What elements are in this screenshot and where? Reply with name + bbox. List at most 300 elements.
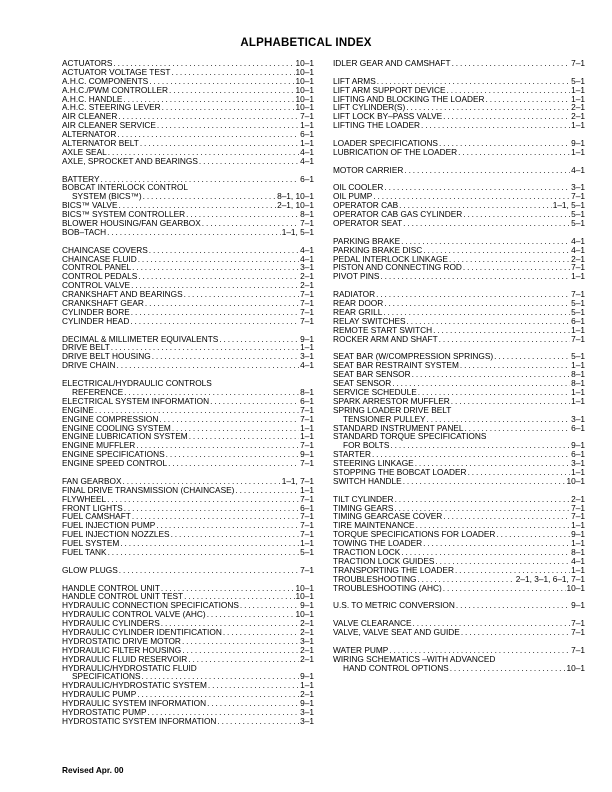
index-entry-page: 6–1	[300, 130, 314, 140]
index-letter-group	[62, 477, 314, 557]
dot-leader	[122, 477, 280, 486]
dot-leader	[107, 495, 299, 504]
index-column-left	[62, 59, 314, 735]
index-entry-page: 3–1	[571, 414, 585, 424]
index-entry-label: REAR GRILL	[333, 307, 383, 317]
index-entry-label: LIFTING AND BLOCKING THE LOADER	[333, 94, 485, 104]
index-entry-label: LIFT LOCK BY–PASS VALVE	[333, 112, 443, 122]
dot-leader	[219, 335, 299, 344]
index-entry	[333, 397, 585, 406]
dot-leader	[161, 584, 295, 593]
index-entry	[62, 690, 314, 699]
index-entry-page: 2–1, 3–1, 6–1, 7–1	[515, 574, 585, 584]
dot-leader	[124, 388, 299, 397]
dot-leader	[118, 112, 299, 121]
index-letter-group	[333, 646, 585, 673]
index-entry	[62, 646, 314, 655]
index-entry-page: 7–1	[300, 494, 314, 504]
index-entry-label: LIFT ARM SUPPORT DEVICE	[333, 85, 446, 95]
index-entry-page: 10–1	[566, 663, 585, 673]
index-entry	[62, 717, 314, 726]
dot-leader	[461, 628, 570, 637]
index-entry-label: ENGINE	[62, 405, 94, 415]
index-entry	[333, 326, 585, 335]
index-entry-page: 1–1	[300, 121, 314, 131]
index-entry-page: 3–1	[300, 716, 314, 726]
index-entry	[333, 59, 585, 68]
index-entry	[62, 379, 314, 388]
index-entry-page: 8–1, 10–1	[277, 192, 314, 202]
dot-leader	[108, 548, 300, 557]
dot-leader	[452, 59, 571, 68]
index-entry	[62, 103, 314, 112]
index-entry-page: 1–1	[571, 565, 585, 575]
index-entry-page: 10–1	[295, 103, 314, 113]
dot-leader	[421, 121, 570, 130]
index-entry-page: 7–1	[571, 334, 585, 344]
index-letter-group	[333, 619, 585, 637]
dot-leader	[486, 95, 571, 104]
index-entry	[333, 335, 585, 344]
index-entry-label: ROCKER ARM AND SHAFT	[333, 334, 438, 344]
index-entry-page: 1–1	[300, 139, 314, 148]
dot-leader	[124, 504, 299, 513]
index-entry-page: 4–1	[300, 245, 314, 255]
index-entry-label: HYDRAULIC FLUID RESERVOIR	[62, 654, 188, 664]
index-entry-page: 9–1	[571, 530, 585, 540]
index-entry-page: 7–1	[300, 219, 314, 228]
index-entry-label: WATER PUMP	[333, 645, 389, 655]
index-entry-label: STEERING LINKAGE	[333, 459, 414, 468]
dot-leader	[463, 263, 570, 272]
index-entry-page: 1–1	[571, 396, 585, 406]
dot-leader	[435, 557, 570, 566]
dot-leader	[162, 103, 295, 112]
index-entry-label: SYSTEM (BICS™)	[72, 192, 142, 202]
index-entry	[62, 281, 314, 290]
index-entry-page: 7–1	[300, 299, 314, 308]
dot-leader	[458, 148, 570, 157]
index-entry-page: 7–1	[300, 512, 314, 522]
index-entry-page: 4–1	[300, 147, 314, 157]
index-entry-label: OPERATOR SEAT	[333, 219, 403, 228]
index-entry-label: BLOWER HOUSING/FAN GEARBOX	[62, 219, 201, 228]
dot-leader	[423, 246, 570, 255]
index-entry-label: IDLER GEAR AND CAMSHAFT	[333, 59, 451, 68]
index-entry	[333, 530, 585, 539]
index-entry-page: 7–1	[300, 316, 314, 326]
index-entry	[62, 655, 314, 664]
index-entry-label: STOPPING THE BOBCAT LOADER	[333, 467, 467, 477]
index-entry-label: SEAT BAR SENSOR	[333, 370, 411, 380]
dot-leader	[161, 619, 299, 628]
dot-leader	[172, 424, 299, 433]
index-entry-page: 6–1	[300, 503, 314, 513]
index-entry-label: ACTUATORS	[62, 59, 113, 68]
index-entry-page: 1–1	[571, 521, 585, 531]
index-entry-label: HYDRAULIC FILTER HOUSING	[62, 645, 182, 655]
dot-leader	[123, 95, 294, 104]
index-entry-page: 1–1	[571, 387, 585, 397]
index-entry	[62, 601, 314, 610]
index-entry-label: HYDRAULIC CONTROL VALVE (AHC)	[62, 610, 206, 620]
index-entry	[62, 415, 314, 424]
dot-leader	[443, 584, 566, 593]
index-entry-page: 2–1	[300, 654, 314, 664]
dot-leader	[169, 86, 295, 95]
index-entry-label: DECIMAL & MILLIMETER EQUIVALENTS	[62, 334, 219, 344]
index-entry-label: OPERATOR CAB GAS CYLINDER	[333, 210, 463, 220]
index-entry	[333, 139, 585, 148]
index-entry-label: PISTON AND CONNECTING ROD	[333, 263, 462, 273]
index-entry	[62, 352, 314, 361]
index-entry	[333, 424, 585, 433]
index-entry-page: 7–1	[300, 530, 314, 540]
index-entry-label: LIFTING THE LOADER	[333, 121, 420, 131]
index-entry-page: 7–1	[300, 290, 314, 300]
index-entry-label: CYLINDER HEAD	[62, 316, 130, 326]
dot-leader	[416, 521, 571, 530]
index-entry-label: PIVOT PINS	[333, 272, 380, 282]
dot-leader	[171, 530, 300, 539]
index-entry-page: 1–1	[300, 423, 314, 433]
index-entry-page: 1–1	[571, 361, 585, 371]
index-entry	[62, 388, 314, 397]
index-entry	[333, 103, 585, 112]
index-entry-label: HYDRAULIC CYLINDER IDENTIFICATION	[62, 628, 222, 637]
index-entry	[333, 628, 585, 637]
dot-leader	[395, 495, 571, 504]
index-entry-page: 7–1	[300, 307, 314, 317]
index-entry	[62, 610, 314, 619]
dot-leader	[119, 201, 277, 210]
index-entry-page: 10–1	[295, 610, 314, 620]
index-entry	[333, 468, 585, 477]
dot-leader	[449, 255, 570, 264]
index-entry	[62, 86, 314, 95]
dot-leader	[157, 121, 299, 130]
index-entry-page: 10–1	[295, 583, 314, 593]
dot-leader	[392, 379, 570, 388]
index-entry-page: 6–1	[571, 316, 585, 326]
index-entry	[62, 530, 314, 539]
dot-leader	[401, 237, 570, 246]
index-entry	[62, 219, 314, 228]
dot-leader	[166, 450, 300, 459]
index-entry-label: HYDRAULIC CONNECTION SPECIFICATIONS	[62, 601, 239, 611]
index-entry	[333, 575, 585, 584]
dot-leader	[443, 112, 570, 121]
index-entry-label: DRIVE BELT HOUSING	[62, 352, 151, 362]
index-entry-page: 2–1	[300, 619, 314, 628]
index-entry	[333, 183, 585, 192]
index-entry-label: SERVICE SCHEDULE	[333, 387, 417, 397]
index-entry-label: FUEL INJECTION NOZZLES	[62, 530, 170, 540]
index-entry	[62, 68, 314, 77]
index-entry-label: HYDROSTATIC PUMP	[62, 708, 147, 717]
index-entry-label: ELECTRICAL/HYDRAULIC CONTROLS	[62, 379, 212, 388]
index-entry-page: 4–1	[571, 556, 585, 566]
index-entry-page: 2–1	[571, 112, 585, 122]
index-entry	[333, 521, 585, 530]
dot-leader	[460, 361, 570, 370]
index-entry	[62, 183, 314, 192]
index-entry-page: 5–1	[571, 352, 585, 362]
index-entry-page: 1–1	[300, 539, 314, 548]
dot-leader	[207, 699, 299, 708]
index-entry	[62, 548, 314, 557]
index-entry-page: 7–1	[300, 565, 314, 575]
index-entry-label: SPARK ARRESTOR MUFFLER	[333, 396, 450, 406]
index-entry-page: 4–1	[300, 156, 314, 166]
index-entry	[333, 317, 585, 326]
index-entry-page: 5–1	[571, 219, 585, 228]
index-entry	[333, 601, 585, 610]
index-entry	[62, 121, 314, 130]
dot-leader	[156, 521, 299, 530]
dot-leader	[447, 86, 571, 95]
index-entry-label: CONTROL VALVE	[62, 281, 131, 291]
index-entry-label: TENSIONER PULLEY	[343, 414, 426, 424]
dot-leader	[418, 388, 570, 397]
index-letter-group	[62, 379, 314, 468]
dot-leader	[464, 424, 570, 433]
index-entry	[333, 299, 585, 308]
dot-leader	[148, 708, 300, 717]
index-entry-label: FUEL TANK	[62, 547, 107, 557]
dot-leader	[380, 272, 570, 281]
dot-leader	[188, 655, 299, 664]
index-entry-label: WIRING SCHEMATICS –WITH ADVANCED	[333, 654, 496, 664]
index-entry	[333, 441, 585, 450]
index-entry-label: VALVE, VALVE SEAT AND GUIDE	[333, 628, 460, 637]
index-entry	[62, 699, 314, 708]
index-entry-label: LIFT ARMS	[333, 76, 376, 86]
index-entry	[62, 290, 314, 299]
index-entry	[62, 308, 314, 317]
index-entry-page: 4–1	[300, 361, 314, 371]
index-entry	[333, 255, 585, 264]
index-entry-page: 3–1	[300, 708, 314, 717]
dot-leader	[199, 157, 299, 166]
index-entry-page: 7–1	[571, 192, 585, 202]
index-entry	[62, 592, 314, 601]
index-entry-label: SEAT BAR (W/COMPRESSION SPRINGS)	[333, 352, 494, 362]
dot-leader	[217, 717, 299, 726]
index-entry-label: RELAY SWITCHES	[333, 316, 406, 326]
index-entry	[333, 557, 585, 566]
index-entry-page: 5–1	[571, 299, 585, 308]
index-entry-label: FUEL CAMSHAFT	[62, 512, 131, 522]
index-entry-page: 1–1	[571, 94, 585, 104]
index-entry	[62, 361, 314, 370]
dot-leader	[130, 317, 299, 326]
index-entry-page: 9–1	[300, 672, 314, 682]
index-entry-page: 5–1	[300, 547, 314, 557]
index-entry-label: CRANKSHAFT AND BEARINGS	[62, 290, 183, 300]
index-entry-page: 2–1	[571, 254, 585, 264]
index-entry-label: TOWING THE LOADER	[333, 539, 423, 548]
index-entry-page: 10–1	[295, 59, 314, 68]
index-entry-page: 1–1, 5–1	[552, 201, 585, 211]
index-entry	[62, 246, 314, 255]
index-entry-label: AXLE, SPROCKET AND BEARINGS	[62, 156, 198, 166]
dot-leader	[186, 210, 299, 219]
index-entry-page: 10–1	[566, 476, 585, 486]
index-entry	[333, 95, 585, 104]
dot-leader	[107, 228, 281, 237]
index-letter-group	[333, 139, 585, 157]
page-title: ALPHABETICAL INDEX	[240, 37, 372, 49]
dot-leader	[399, 201, 552, 210]
dot-leader	[451, 397, 570, 406]
index-entry-page: 9–1	[300, 699, 314, 709]
dot-leader	[142, 672, 300, 681]
dot-leader	[376, 290, 570, 299]
dot-leader	[390, 441, 570, 450]
index-entry-page: 7–1	[300, 521, 314, 531]
index-letter-group	[333, 77, 585, 130]
index-entry-label: A.H.C. COMPONENTS	[62, 76, 149, 86]
index-entry-label: OPERATOR CAB	[333, 201, 399, 211]
index-entry	[333, 210, 585, 219]
dot-leader	[443, 512, 570, 521]
index-entry-label: BICS™ VALVE	[62, 201, 118, 211]
index-entry-page: 8–1	[300, 387, 314, 397]
index-entry-label: OIL COOLER	[333, 183, 384, 193]
index-entry-label: TIRE MAINTENANCE	[333, 521, 415, 531]
dot-leader	[407, 317, 571, 326]
index-letter-group	[333, 166, 585, 175]
dot-leader	[116, 361, 299, 370]
index-entry	[62, 450, 314, 459]
index-entry-page: 1–1	[571, 121, 585, 131]
index-entry	[333, 548, 585, 557]
index-entry-label: PARKING BRAKE DISC	[333, 245, 423, 255]
index-entry-page: 10–1	[295, 592, 314, 602]
dot-leader	[119, 566, 299, 575]
index-entry	[62, 486, 314, 495]
index-entry	[333, 361, 585, 370]
index-entry	[333, 495, 585, 504]
index-entry-label: BOB–TACH	[62, 227, 107, 237]
index-entry-label: PARKING BRAKE	[333, 236, 401, 246]
dot-leader	[403, 219, 570, 228]
index-entry-page: 2–1	[571, 103, 585, 113]
index-entry-page: 6–1	[300, 396, 314, 406]
dot-leader	[131, 308, 299, 317]
index-letter-group	[62, 59, 314, 166]
index-entry-label: AXLE SEAL	[62, 147, 107, 157]
index-entry-label: FUEL SYSTEM	[62, 539, 120, 548]
dot-leader	[240, 601, 299, 610]
index-entry-label: BICS™ SYSTEM CONTROLLER	[62, 210, 186, 220]
index-entry	[333, 415, 585, 424]
dot-leader	[207, 610, 295, 619]
index-entry-label: STARTER	[333, 450, 371, 460]
index-entry-label: STANDARD INSTRUMENT PANEL	[333, 423, 464, 433]
dot-leader	[373, 192, 570, 201]
index-entry-page: 2–1	[300, 690, 314, 700]
index-entry	[62, 584, 314, 593]
index-entry-page: 10–1	[295, 67, 314, 77]
index-entry	[333, 192, 585, 201]
index-entry	[62, 157, 314, 166]
dot-leader	[131, 281, 299, 290]
index-entry-label: U.S. TO METRIC CONVERSION	[333, 601, 455, 611]
index-entry-label: PEDAL INTERLOCK LINKAGE	[333, 254, 448, 264]
index-entry	[333, 246, 585, 255]
index-entry	[62, 344, 314, 353]
index-entry	[62, 504, 314, 513]
index-entry	[62, 263, 314, 272]
index-entry-page: 10–1	[566, 583, 585, 593]
dot-leader	[138, 272, 299, 281]
index-entry-page: 7–1	[571, 619, 585, 628]
index-entry-page: 1–1	[571, 325, 585, 335]
index-entry-page: 3–1	[571, 459, 585, 468]
index-entry-page: 7–1	[300, 459, 314, 468]
index-entry	[333, 406, 585, 415]
index-entry	[62, 148, 314, 157]
index-entry-page: 5–1	[571, 76, 585, 86]
index-entry-page: 1–1	[300, 485, 314, 495]
index-entry-page: 9–1	[300, 601, 314, 611]
index-entry	[62, 272, 314, 281]
index-entry-page: 2–1	[300, 645, 314, 655]
index-entry	[333, 477, 585, 486]
dot-leader	[172, 68, 295, 77]
dot-leader	[417, 575, 514, 584]
index-entry-label: ACTUATOR VOLTAGE TEST	[62, 67, 171, 77]
index-entry-page: 4–1	[571, 245, 585, 255]
index-entry	[333, 201, 585, 210]
index-entry-label: HYDRAULIC/HYDROSTATIC SYSTEM	[62, 681, 207, 691]
index-entry-label: STANDARD TORQUE SPECIFICATIONS	[333, 432, 487, 442]
index-entry-label: SPRING LOADER DRIVE BELT	[333, 405, 452, 415]
dot-leader	[223, 628, 299, 637]
index-entry-label: VALVE CLEARANCE	[333, 619, 412, 628]
index-entry	[62, 512, 314, 521]
index-entry-label: TORQUE SPECIFICATIONS FOR LOADER	[333, 530, 496, 540]
index-entry-page: 1–1	[571, 85, 585, 95]
index-entry-label: TRACTION LOCK GUIDES	[333, 556, 435, 566]
index-entry-label: LIFT CYLINDER(S)	[333, 103, 406, 113]
index-entry	[333, 619, 585, 628]
index-entry-page: 9–1	[571, 441, 585, 451]
index-entry	[62, 495, 314, 504]
dot-leader	[403, 477, 566, 486]
index-entry-label: ENGINE COMPRESSION	[62, 414, 159, 424]
index-entry-label: HYDRAULIC CYLINDERS	[62, 619, 160, 628]
index-entry-page: 1–1	[571, 272, 585, 282]
dot-leader	[404, 166, 570, 175]
dot-leader	[184, 290, 300, 299]
index-entry	[333, 166, 585, 175]
index-entry-label: CRANKSHAFT GEAR	[62, 299, 144, 308]
index-entry	[62, 441, 314, 450]
dot-leader	[138, 255, 299, 264]
index-entry-label: CHAINCASE COVERS	[62, 245, 148, 255]
index-entry-label: ENGINE SPEED CONTROL	[62, 459, 168, 468]
index-entry-label: REMOTE START SWITCH	[333, 325, 433, 335]
index-letter-group	[62, 566, 314, 575]
index-entry-label: TIMING GEARS	[333, 503, 394, 513]
index-entry-label: FLYWHEEL	[62, 494, 107, 504]
index-entry-label: SPECIFICATIONS	[72, 672, 141, 682]
index-entry-page: 8–1	[571, 379, 585, 388]
dot-leader	[168, 459, 299, 468]
